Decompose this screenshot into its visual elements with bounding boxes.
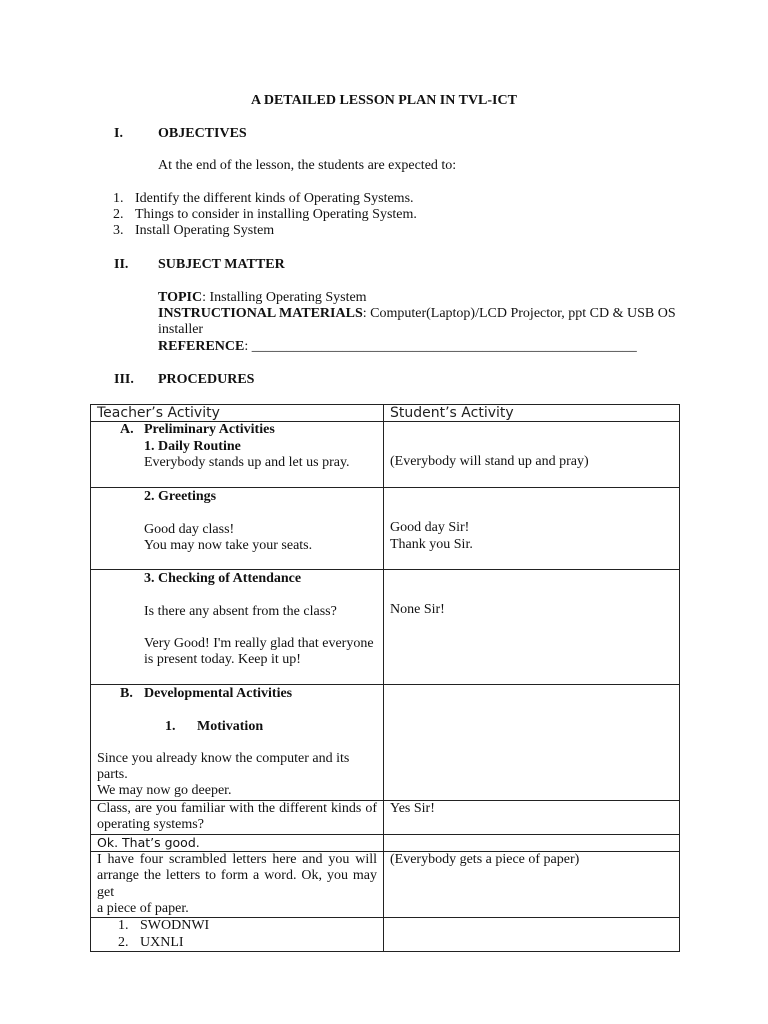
objective-text: Install Operating System [135, 223, 275, 238]
table-row [91, 800, 680, 834]
student-cell [384, 800, 680, 834]
attendance-teacher-line: is present today. Keep it up! [144, 652, 301, 668]
word-text: UXNLI [140, 934, 184, 950]
familiar-teacher-line: operating systems? [97, 817, 204, 833]
student-cell [384, 685, 680, 800]
word-item [97, 918, 377, 934]
subject-matter-numeral: II. [114, 257, 129, 272]
table-row [91, 422, 680, 488]
materials-value: : Computer(Laptop)/LCD Projector, ppt CD & USB OS [362, 306, 676, 321]
daily-routine-heading: 1. Daily Routine [144, 438, 241, 454]
objectives-intro: At the end of the lesson, the students are expected to: [158, 158, 457, 173]
word-item [97, 935, 377, 951]
greetings-student-line: Thank you Sir. [390, 536, 473, 552]
student-cell [384, 570, 680, 685]
procedures-table [90, 404, 680, 952]
table-row [91, 570, 680, 685]
daily-routine-student: (Everybody will stand up and pray) [390, 454, 589, 470]
developmental-heading [97, 686, 377, 702]
greetings-teacher-line: Good day class! [144, 521, 235, 537]
table-row [91, 488, 680, 570]
ok-teacher: Ok. That’s good. [97, 834, 200, 850]
greetings-student-line: Good day Sir! [390, 520, 470, 536]
objective-item [113, 223, 274, 239]
student-cell [384, 422, 680, 488]
daily-routine-teacher: Everybody stands up and let us pray. [144, 454, 350, 470]
objective-item [113, 191, 414, 207]
student-cell [384, 834, 680, 851]
objective-number: 1. [113, 191, 124, 206]
student-cell [384, 488, 680, 570]
motivation-label: Motivation [197, 718, 264, 734]
motivation-number: 1. [165, 718, 176, 734]
word-number: 2. [118, 934, 129, 950]
teacher-cell [91, 834, 384, 851]
materials-label: INSTRUCTIONAL MATERIALS [158, 306, 363, 321]
teacher-cell [91, 570, 384, 685]
reference-value: : _______________________________________________________ [244, 339, 637, 354]
attendance-heading: 3. Checking of Attendance [144, 571, 302, 587]
student-cell [384, 852, 680, 918]
teacher-cell [91, 918, 384, 952]
topic-value: : Installing Operating System [202, 290, 367, 305]
objectives-numeral: I. [114, 126, 123, 141]
word-text: SWODNWI [140, 918, 210, 934]
table-row [91, 852, 680, 918]
table-row [91, 685, 680, 800]
procedures-heading: PROCEDURES [158, 372, 255, 387]
scrambled-teacher-line: a piece of paper. [97, 900, 189, 916]
topic-label: TOPIC [158, 290, 203, 305]
scrambled-teacher-line: arrange the letters to form a word. Ok, you may get [97, 868, 377, 900]
preliminary-letter: A. [120, 422, 134, 438]
reference-label: REFERENCE [158, 339, 245, 354]
familiar-student: Yes Sir! [390, 800, 435, 816]
teacher-cell [91, 852, 384, 918]
scrambled-student: (Everybody gets a piece of paper) [390, 852, 580, 868]
developmental-letter: B. [120, 686, 133, 702]
attendance-teacher-line: Very Good! I'm really glad that everyone [144, 635, 374, 651]
objective-item [113, 207, 417, 223]
greetings-heading: 2. Greetings [144, 489, 217, 505]
materials-value-continued: installer [158, 322, 204, 337]
objective-text: Identify the different kinds of Operating Systems. [135, 191, 414, 206]
scrambled-teacher-line: I have four scrambled letters here and you will [97, 852, 377, 868]
reference-line [158, 339, 637, 355]
teacher-cell [91, 685, 384, 800]
familiar-teacher-line: Class, are you familiar with the different kinds of [97, 800, 377, 816]
teacher-cell [91, 422, 384, 488]
developmental-label: Developmental Activities [144, 686, 293, 702]
developmental-teacher-line: We may now go deeper. [97, 783, 232, 799]
objective-number: 3. [113, 223, 124, 238]
teacher-activity-header: Teacher’s Activity [91, 405, 384, 422]
student-activity-header: Student’s Activity [384, 405, 680, 422]
procedures-numeral: III. [114, 372, 134, 387]
table-row [91, 918, 680, 952]
materials-line [158, 306, 678, 322]
teacher-cell [91, 800, 384, 834]
word-number: 1. [118, 918, 129, 934]
objective-text: Things to consider in installing Operating System. [135, 207, 417, 222]
topic-line [158, 290, 367, 306]
preliminary-label: Preliminary Activities [144, 422, 275, 438]
subject-matter-heading: SUBJECT MATTER [158, 257, 285, 272]
motivation-heading [97, 719, 377, 735]
greetings-teacher-line: You may now take your seats. [144, 537, 313, 553]
attendance-student: None Sir! [390, 602, 445, 618]
table-row [91, 834, 680, 851]
objective-number: 2. [113, 207, 124, 222]
table-header-row [91, 405, 680, 422]
teacher-cell [91, 488, 384, 570]
objectives-heading: OBJECTIVES [158, 126, 247, 141]
student-cell [384, 918, 680, 952]
attendance-teacher-line: Is there any absent from the class? [144, 603, 337, 619]
preliminary-heading [97, 422, 377, 438]
document-title: A DETAILED LESSON PLAN IN TVL-ICT [251, 93, 517, 108]
developmental-teacher-line: Since you already know the computer and its parts. [97, 750, 350, 783]
